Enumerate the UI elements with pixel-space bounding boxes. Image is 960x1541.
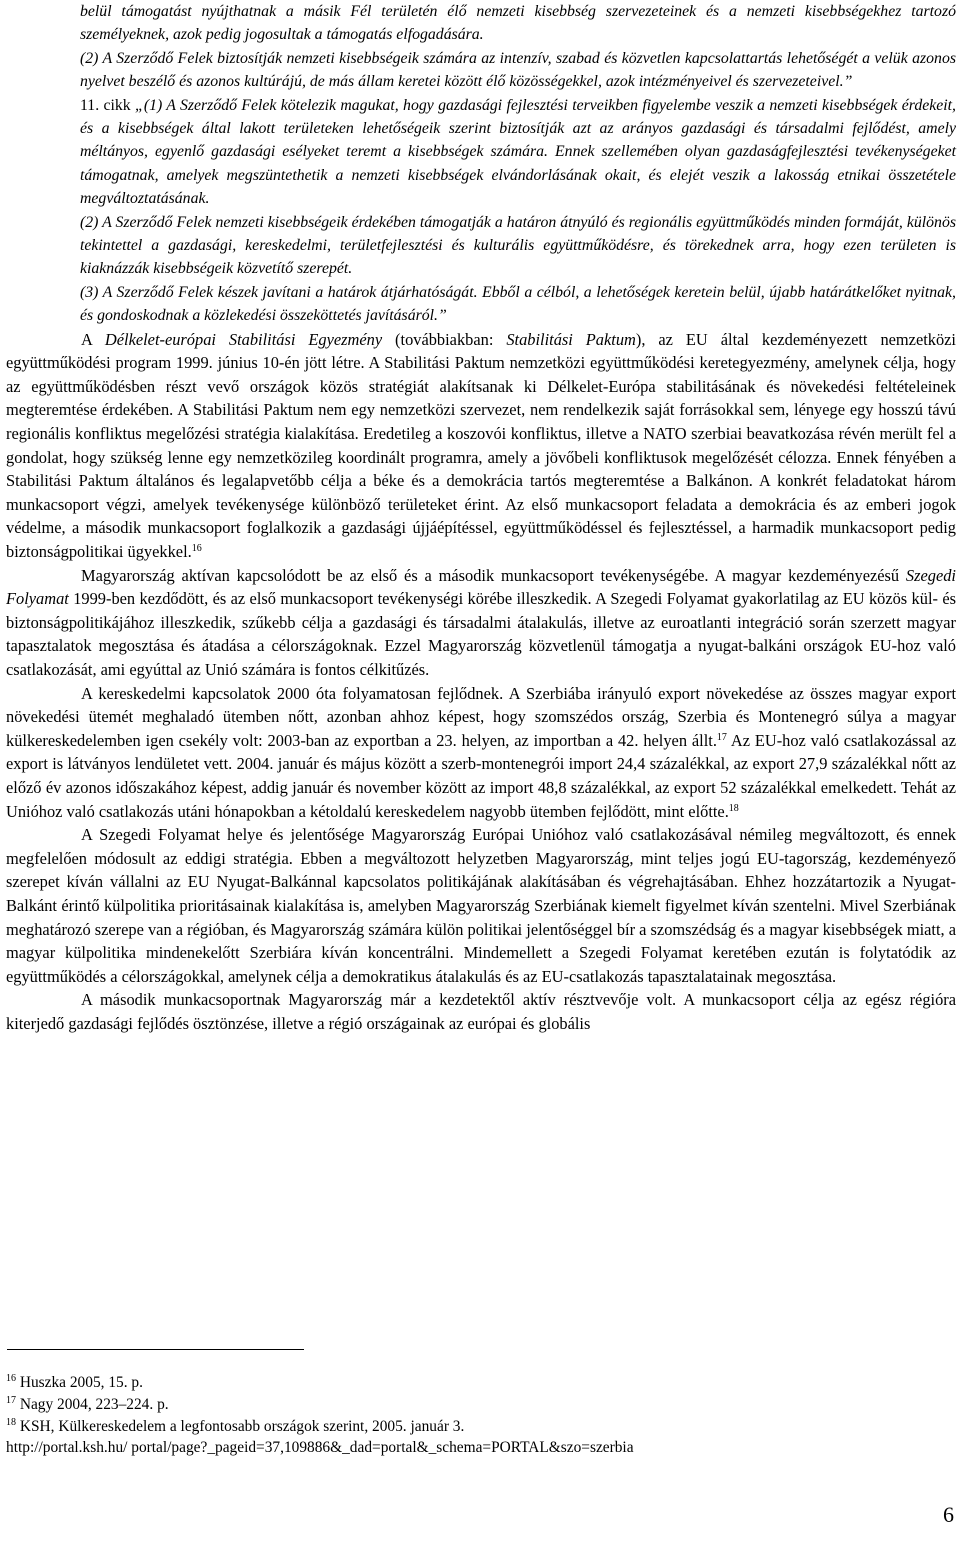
term-szeged-process: Szegedi Folyamat: [6, 565, 956, 609]
footnotes: [6, 1372, 956, 1459]
quote-paragraph-4: (2) A Szerződő Felek nemzeti kisebbségeik érdekében támogatják a határon átnyúló és regionális együttműködés minden formáját, különös tekintettel a gazdasági, kereskedelmi, területfejlesztési és kulturális együttműködésre, és törekednek arra, hogy ezen területen is kiaknázzák kisebbségeik közvetítő szerepét.: [80, 213, 956, 278]
quote-paragraph-3: [6, 94, 956, 211]
term-stability-agreement: Délkelet-európai Stabilitási Egyezmény: [104, 329, 383, 349]
footnote-ref-17: 17: [716, 731, 727, 743]
body-text: [6, 0, 956, 1036]
page-number: 6: [943, 1502, 954, 1527]
footnote-17: $^{17}$ Nagy 2004, 223–224. p.: [6, 1394, 169, 1413]
footnote-ref-18: 18: [728, 802, 739, 814]
article-number: 11. cikk: [80, 96, 136, 114]
quote-paragraph-3-text: „(1) A Szerződő Felek kötelezik magukat, hogy gazdasági fejlesztési terveikben figyelembe veszik a nemzeti kisebbségek érdekeit, és a kisebbségek által lakott területeken lehetőségeik szerint biztosítják azt az arányos gazdasági és társadalmi fejlődést, amely méltányos, egyenlő gazdasági esélyeket teremt a kisebbségek számára. Ennek szellemében olyan gazdaságfejlesztési tevékenységeket támogatnak, amelyek megszüntethetik a nemzeti kisebbségek elvándorlásának okait, és elejét veszik a lakosság etnikai összetétele megváltoztatásának.: [80, 96, 956, 208]
paragraph-trade-relations: A kereskedelmi kapcsolatok 2000 óta folyamatosan fejlődnek. A Szerbiába irányuló export növekedése az összes magyar export növekedési ütemét meghaladó ütemben nőtt, azonban ahhoz képest, hogy szomszédos ország, Szerbia és Montenegró súlya a magyar külkereskedelemben igen csekély volt: 2003-ban az exportban a 23. helyen, az importban a 42. helyen állt.$^{17}$ Az EU-hoz való csatlakozással az export is látványos lendületet vett. 2004. január és május között a szerb-montenegrói import 24,4 százalékkal, az export 27,9 százalékkal nőtt az előző év azonos időszakához képest, addig január és november között az import 48,8 százalékkal, az export 52 százalékkal emelkedett. Tehát az Unióhoz való csatlakozás utáni hónapokban a kétoldalú kereskedelem nagyobb ütemben fejlődött, mint előtte.$^{18}$: [6, 683, 956, 821]
footnote-18: $^{18}$ KSH, Külkereskedelem a legfontosabb országok szerint, 2005. január 3.: [6, 1416, 465, 1435]
paragraph-szeged-process: Magyarország aktívan kapcsolódott be az első és a második munkacsoport tevékenységébe. A magyar kezdeményezésű Szegedi Folyamat 1999-ben kezdődött, és az első munkacsoport tevékenységi körébe illeszkedik. A Szegedi Folyamat gyakorlatilag az EU közös kül- és biztonságpolitikájához illeszkedik, szűkebb célja a gazdasági és társadalmi átalakulás, illetve az euroatlanti integráció során szerzett magyar tapasztalatok megosztása és átadása a célországoknak. Ezzel Magyarország közvetlenül támogatja a nyugat-balkáni országok EU-hoz való csatlakozását, ami egyúttal az Unió számára is fontos célkitűzés.: [6, 565, 956, 679]
quote-paragraph-2: (2) A Szerződő Felek biztosítják nemzeti kisebbségeik számára az intenzív, szabad és közvetlen kapcsolattartás lehetőségét a velük azonos nyelvet beszélő és azonos kultúrájú, de más állam keretei között élő közösségekkel, azok intézményeivel és szervezeteivel.”: [80, 49, 956, 91]
footnote-16: $^{16}$ Huszka 2005, 15. p.: [6, 1373, 143, 1391]
footnote-separator: [7, 1349, 304, 1350]
footnote-url[interactable]: http://portal.ksh.hu/ portal/page?_pageid=37,109886&_dad=portal&_schema=PORTAL&szo=szerbia: [6, 1439, 634, 1457]
quote-paragraph-1: belül támogatást nyújthatnak a másik Fél területén élő nemzeti kisebbség szervezeteinek és a nemzeti kisebbségekhez tartozó személyeknek, azok pedig jogosultak a támogatás elfogadására.: [80, 3, 956, 44]
paragraph-working-group-2: A második munkacsoportnak Magyarország már a kezdetektől aktív résztvevője volt. A munkacsoport célja az egész régióra kiterjedő gazdasági fejlődés ösztönzése, illetve a régió országainak az európai és globális: [6, 990, 956, 1033]
footnote-ref-16: 16: [191, 543, 202, 555]
term-stability-pact: Stabilitási Paktum: [506, 329, 636, 349]
quote-paragraph-5: (3) A Szerződő Felek készek javítani a határok átjárhatóságát. Ebből a célból, a lehetőségek keretein belül, újabb határátkelőket nyitnak, és gondoskodnak a közlekedési összeköttetés javításáról.”: [80, 283, 956, 325]
paragraph-eu-membership: A Szegedi Folyamat helye és jelentősége Magyarország Európai Unióhoz való csatlakozásával némileg megváltozott, és ennek megfelelően módosult az eddigi stratégia. Ebben a megváltozott helyzetben Magyarország, mint teljes jogú EU-tagország, kezdeményező szerepet kíván vállalni az EU Nyugat-Balkánnal kapcsolatos politikájának alakításában és végrehajtásában. Ehhez hozzátartozik a Nyugat-Balkánt érintő külpolitika prioritásainak kialakítása is, amelyben Magyarország Szerbiának kiemelt figyelmet kíván szentelni. Mivel Szerbiának meghatározó szerepe van a régióban, és Magyarország számára külön politikai jelentőséggel bír a szomszédság és a magyar kisebbségek miatt, a magyar külpolitika mindenekelőtt Szerbiára kíván koncentrálni. Mindemellett a Szegedi Folyamat keretében ezután is folytatódik az együttműködés a célországokkal, amelynek célja a demokratikus átalakulás és az EU-csatlakozás tapasztalatainak megosztása.: [6, 825, 956, 986]
paragraph-stability-pact: A Délkelet-európai Stabilitási Egyezmény (továbbiakban: Stabilitási Paktum), az EU által kezdeményezett nemzetközi együttműködési program 1999. június 10-én jött létre. A Stabilitási Paktum nemzetközi együttműködési keretegyezmény, amelynek célja, hogy az együttműködésben részt vevő országok közös stratégiát alakítsanak ki Délkelet-Európa stabilitásának és növekedési feltételeinek megteremtése érdekében. A Stabilitási Paktum nem egy nemzetközi szervezet, nem rendelkezik saját forrásokkal sem, lényege egy hosszú távú regionális konfliktus megelőzési stratégia kialakítása. Eredetileg a koszovói konfliktus, illetve a NATO szerbiai beavatkozása révén merült fel a gondolat, hogy szükség lenne egy nemzetközileg koordinált programra, amely a jövőbeli konfliktusok megelőzését célozza. Ennek fényében a Stabilitási Paktum általános és legalapvetőbb célja a béke és a demokrácia tartós megteremtése a Balkánon. A konkrét feladatokat három munkacsoport végzi, amelyek tevékenysége különböző területeket érint. Az első munkacsoport feladata a demokrácia és az emberi jogok védelme, a második munkacsoport foglalkozik a gazdasági újjáépítéssel, együttműködéssel és fejlesztéssel, a harmadik munkacsoport pedig biztonságpolitikai ügyekkel.$^{16}$: [6, 329, 956, 562]
